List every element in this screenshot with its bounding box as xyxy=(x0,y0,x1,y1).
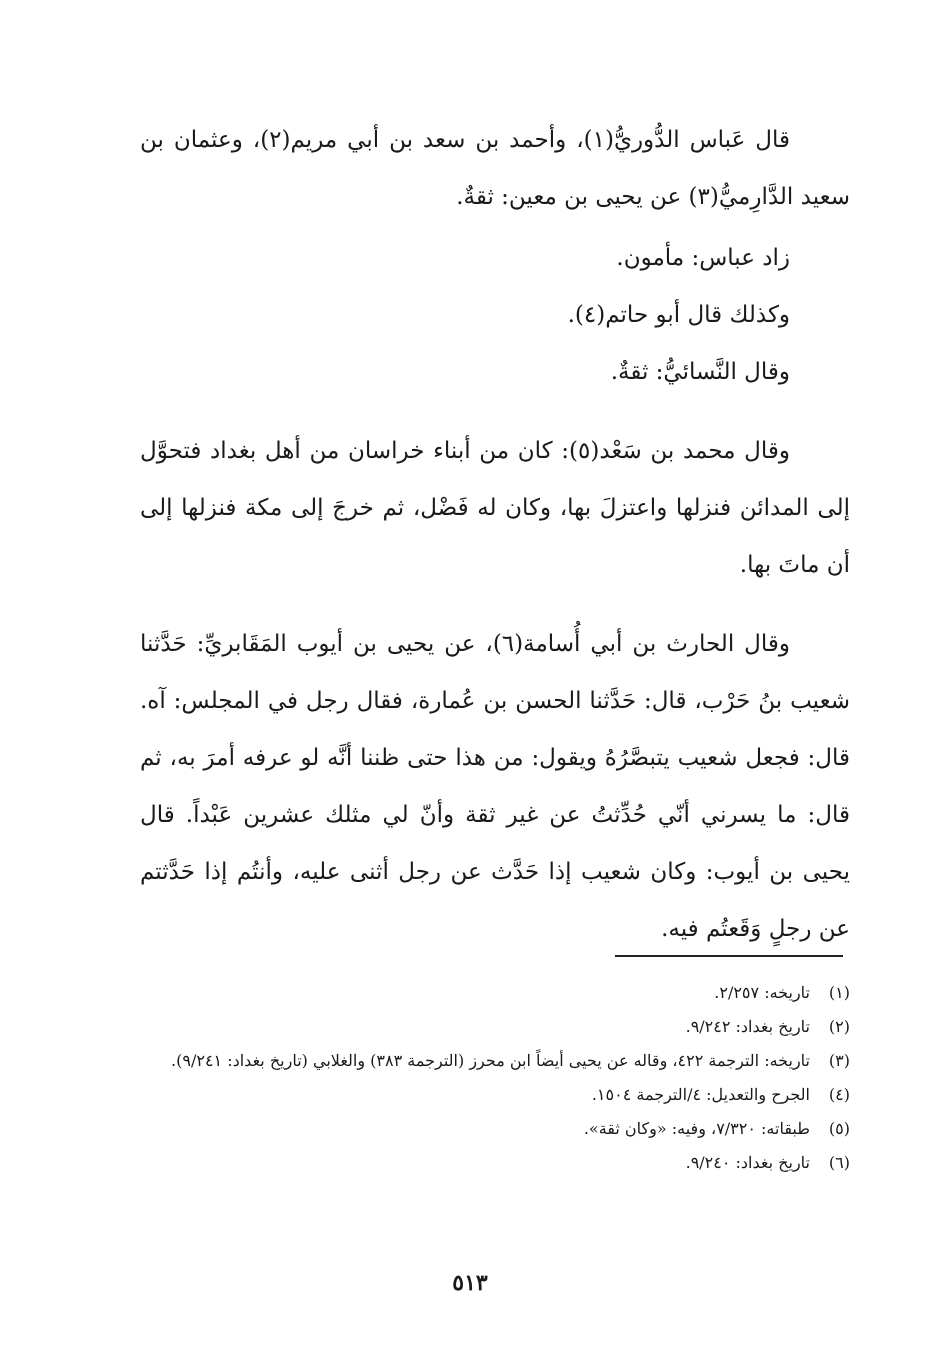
footnote-number: (١) xyxy=(828,983,850,1002)
footnote-item xyxy=(150,1148,850,1177)
footnote-item xyxy=(150,978,850,1007)
footnote-text: الجرح والتعديل: ٤/الترجمة ١٥٠٤. xyxy=(591,1085,810,1104)
footnote-number: (٥) xyxy=(828,1119,850,1138)
footnote-number: (٤) xyxy=(828,1085,850,1104)
footnotes xyxy=(150,978,850,1182)
footnote-item xyxy=(150,1046,850,1075)
footnote-text: تاريخه: ٢/٢٥٧. xyxy=(714,983,810,1002)
paragraph-abu-hatim: وكذلك قال أبو حاتم(٤). xyxy=(567,302,790,328)
footnote-text: تاريخه: الترجمة ٤٢٢، وقاله عن يحيى أيضاً ابن محرز (الترجمة ٣٨٣) والغلابي (تاريخ بغداد: ٩/٢٤١). xyxy=(171,1051,810,1070)
footnote-text: تاريخ بغداد: ٩/٢٤٠. xyxy=(685,1153,810,1172)
paragraph-harith: وقال الحارث بن أبي أُسامة(٦)، عن يحيى بن أيوب المَقَابريِّ: حَدَّثنا شعيب بنُ حَرْب، قال: حَدَّثنا الحسن بن عُمارة، فقال رجل في المجلس: آه. قال: فجعل شعيب يتبصَّرُهُ ويقول: من هذا حتى ظننا أنَّه لو عرفه أمرَ به، ثم قال: ما يسرني أنّي حُدِّثتُ عن غير ثقة وأنّ لي مثلك عشرين عَبْداً. قال يحيى بن أيوب: وكان شعيب إذا حَدَّث عن رجل أثنى عليه، وأنتُم إذا حَدَّثتم عن رجلٍ وَقَعتُم فيه. xyxy=(140,631,850,942)
main-text xyxy=(140,112,850,958)
footnote-text: طبقاته: ٧/٣٢٠، وفيه: «وكان ثقة». xyxy=(583,1119,810,1138)
paragraph-nasai: وقال النَّسائيُّ: ثقةٌ. xyxy=(610,359,790,385)
paragraph-ibn-saad: وقال محمد بن سَعْد(٥): كان من أبناء خراسان من أهل بغداد فتحوَّل إلى المدائن فنزلها واعتزلَ بها، وكان له فَضْل، ثم خرجَ إلى مكة فنزلها إلى أن ماتَ بها. xyxy=(140,438,850,578)
spacer xyxy=(140,594,850,616)
footnote-text: تاريخ بغداد: ٩/٢٤٢. xyxy=(685,1017,810,1036)
footnote-number: (٣) xyxy=(828,1051,850,1070)
footnote-item xyxy=(150,1080,850,1109)
footnote-item xyxy=(150,1114,850,1143)
spacer xyxy=(140,401,850,423)
paragraph-ibn-maeen: قال عَباس الدُّوريُّ(١)، وأحمد بن سعد بن أبي مريم(٢)، وعثمان بن سعيد الدَّارِميُّ(٣) عن يحيى بن معين: ثقةٌ. xyxy=(140,127,850,210)
footnote-number: (٢) xyxy=(828,1017,850,1036)
footnote-separator xyxy=(615,955,843,957)
footnote-number: (٦) xyxy=(828,1153,850,1172)
footnote-item xyxy=(150,1012,850,1041)
page-number: ٥١٣ xyxy=(452,1270,488,1296)
paragraph-abbas: زاد عباس: مأمون. xyxy=(616,245,790,271)
